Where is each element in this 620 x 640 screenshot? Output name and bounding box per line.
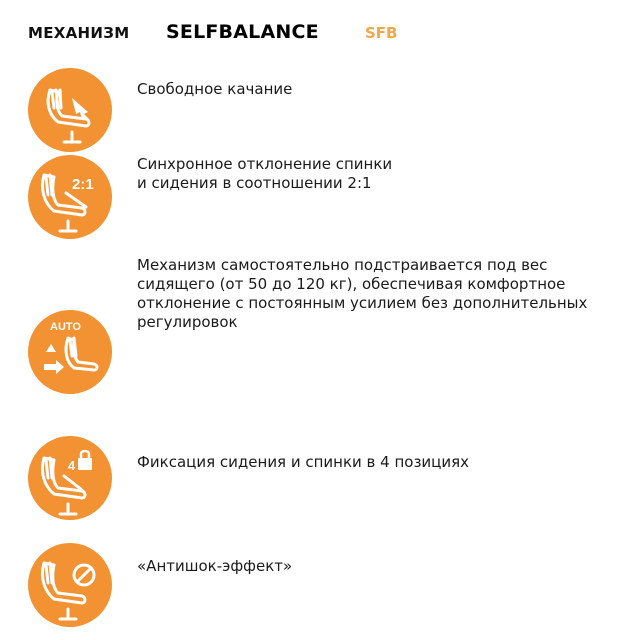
chair-lock-4-positions-icon bbox=[28, 436, 112, 520]
feature-text: Синхронное отклонение спинки и сидения в соотношении 2:1 bbox=[137, 155, 393, 192]
feature-text: Свободное качание bbox=[137, 80, 293, 98]
chair-auto-weight-icon bbox=[28, 310, 112, 394]
header bbox=[0, 18, 620, 48]
feature-text: Механизм самостоятельно подстраивается под вес сидящего (от 50 до 120 кг), обеспечивая комфортное отклонение с постоянным усилием без дополнительных регулировок bbox=[137, 256, 588, 331]
ratio-icon-label: 2:1 bbox=[72, 176, 94, 193]
auto-icon-label: AUTO bbox=[50, 321, 81, 333]
mechanism-code: SFB bbox=[365, 24, 398, 42]
mechanism-label: МЕХАНИЗМ bbox=[28, 24, 130, 42]
chair-ratio-2-1-icon bbox=[28, 155, 112, 239]
lock-icon-label: 4 bbox=[68, 458, 76, 473]
feature-text: Фиксация сидения и спинки в 4 позициях bbox=[137, 453, 470, 471]
chair-rocking-icon bbox=[28, 68, 112, 152]
feature-text: «Антишок-эффект» bbox=[137, 557, 293, 575]
mechanism-name: SELFBALANCE bbox=[166, 21, 319, 43]
chair-antishock-icon bbox=[28, 543, 112, 627]
